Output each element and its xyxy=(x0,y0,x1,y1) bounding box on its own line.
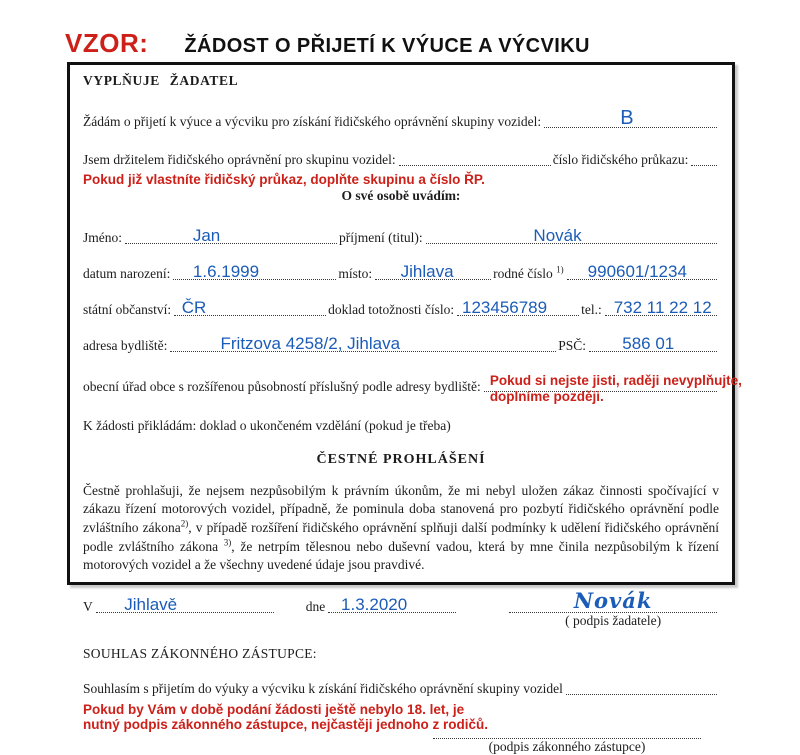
declaration-paragraph: Čestně prohlašuji, že nejsem nezpůsobilým k právním úkonům, že mi nebyl uložen zákaz činnosti spočívající v zákazu řízení motorových vozidel, případně, že pominula doba stanovená pro pozbytí řidičského oprávnění podle zvláštního zákona$^{2)}$, v případě rozšíření řidičského oprávnění splňuji další podmínky k udělení řidičského oprávnění podle zvláštního zákona $^{3)}$, že netrpím tělesnou nebo duševní vadou, která by mne činila nezpůsobilým k řízení motorových vozidel a že všechny uvedené údaje jsou pravdivé. xyxy=(83,482,719,573)
place-field xyxy=(96,594,274,614)
vehicle-group-field xyxy=(544,106,717,129)
date-field xyxy=(328,594,456,614)
personal-heading: O své osobě uvádím: xyxy=(341,188,461,204)
psc-value: 586 01 xyxy=(622,333,675,353)
guardian-note-line1: Pokud by Vám v době podání žádosti ještě nebylo 18. let, je xyxy=(83,701,465,717)
urad-label: obecní úřad obce s rozšířenou působností příslušný podle adresy bydliště: xyxy=(83,378,481,394)
urad-field xyxy=(484,373,742,405)
obcanstvi-value: ČR xyxy=(181,297,207,317)
tel-value: 732 11 22 12 xyxy=(613,297,712,317)
note-urad-line2: doplníme později. xyxy=(489,389,604,405)
guardian-signature-caption: (podpis zákonného zástupce) xyxy=(488,738,646,754)
date-value: 1.3.2020 xyxy=(341,594,408,614)
place-value: Jihlavě xyxy=(124,594,178,614)
doklad-label: doklad totožnosti číslo: xyxy=(328,301,455,317)
applicant-signature-caption: ( podpis žadatele) xyxy=(565,612,662,628)
page-title: ŽÁDOST O PŘIJETÍ K VÝUCE A VÝCVIKU xyxy=(184,35,590,57)
guardian-note-line2: nutný podpis zákonného zástupce, nejčastěji jednoho z rodičů. xyxy=(83,717,489,733)
prijmeni-label: příjmení (titul): xyxy=(339,230,423,246)
row-citizenship xyxy=(83,297,719,319)
datum-value: 1.6.1999 xyxy=(192,261,260,281)
guardian-consent-label: Souhlasím s přijetím do výuky a výcviku k získání řidičského oprávnění skupiny vozidel xyxy=(83,680,563,696)
guardian-heading: SOUHLAS ZÁKONNÉHO ZÁSTUPCE: xyxy=(83,645,317,661)
existing-license-label: Jsem držitelem řidičského oprávnění pro skupinu vozidel: xyxy=(83,151,396,167)
license-number-field xyxy=(691,162,717,166)
attachments-line: K žádosti přikládám: doklad o ukončeném vzdělání (pokud je třeba) xyxy=(83,418,451,434)
guardian-note xyxy=(83,702,719,733)
applicant-signature-field xyxy=(509,587,717,628)
header xyxy=(65,28,765,59)
row-birth xyxy=(83,261,719,283)
declaration-sup-2: 2) xyxy=(180,518,189,529)
psc-label: PSČ: xyxy=(558,337,586,353)
row-municipal-office xyxy=(83,373,742,405)
note-urad-line1: Pokud si nejste jisti, raději nevyplňujte, xyxy=(489,373,742,389)
psc-field xyxy=(589,333,717,353)
dne-label: dne xyxy=(305,598,326,614)
prijmeni-value: Novák xyxy=(533,225,582,245)
doklad-value: 123456789 xyxy=(462,297,548,317)
guardian-signature-field xyxy=(433,735,701,754)
misto-field xyxy=(375,261,491,281)
row-guardian-consent xyxy=(83,681,719,698)
row-vehicle-group xyxy=(83,106,719,131)
row-place-date-signature xyxy=(83,587,719,628)
declaration-heading: ČESTNÉ PROHLÁŠENÍ xyxy=(316,452,486,468)
license-number-label: číslo řidičského průkazu: xyxy=(552,151,689,167)
datum-field xyxy=(173,261,336,281)
obcanstvi-field xyxy=(174,297,326,317)
vzor-label: VZOR: xyxy=(65,28,149,58)
v-label: V xyxy=(83,598,93,614)
rodne-field xyxy=(567,261,717,281)
declaration-sup-3: 3) xyxy=(223,537,232,548)
datum-label: datum narození: xyxy=(83,265,171,281)
row-name xyxy=(83,225,719,247)
note-license: Pokud již vlastníte řidičský průkaz, doplňte skupinu a číslo ŘP. xyxy=(83,171,485,187)
misto-label: místo: xyxy=(338,265,373,281)
vehicle-group-value: B xyxy=(620,106,634,129)
obcanstvi-label: státní občanství: xyxy=(83,301,172,317)
rodne-sup: 1) xyxy=(556,264,564,275)
adresa-label: adresa bydliště: xyxy=(83,337,168,353)
row-existing-license xyxy=(83,152,719,169)
misto-value: Jihlava xyxy=(400,261,454,281)
guardian-consent-field xyxy=(566,691,717,695)
row-guardian-signature xyxy=(83,735,719,754)
prijmeni-field xyxy=(426,225,717,245)
form-box xyxy=(67,62,742,754)
vehicle-group-label: Žádám o přijetí k výuce a výcviku pro získání řidičského oprávnění skupiny vozidel: xyxy=(83,113,542,129)
rodne-label: rodné číslo $^{1)}$ xyxy=(493,264,564,281)
existing-license-group-field xyxy=(399,162,551,166)
adresa-field xyxy=(170,333,556,353)
applicant-signature: Novák xyxy=(573,587,653,613)
jmeno-value: Jan xyxy=(192,225,221,245)
row-address xyxy=(83,333,719,355)
section-heading-applicant: VYPLŇUJE ŽADATEL xyxy=(83,73,239,88)
rodne-value: 990601/1234 xyxy=(587,261,687,281)
note-urad xyxy=(490,373,742,405)
tel-label: tel.: xyxy=(581,301,602,317)
jmeno-field xyxy=(125,225,337,245)
doklad-field xyxy=(457,297,579,317)
tel-field xyxy=(605,297,717,317)
adresa-value: Fritzova 4258/2, Jihlava xyxy=(220,333,401,353)
jmeno-label: Jméno: xyxy=(83,230,122,246)
